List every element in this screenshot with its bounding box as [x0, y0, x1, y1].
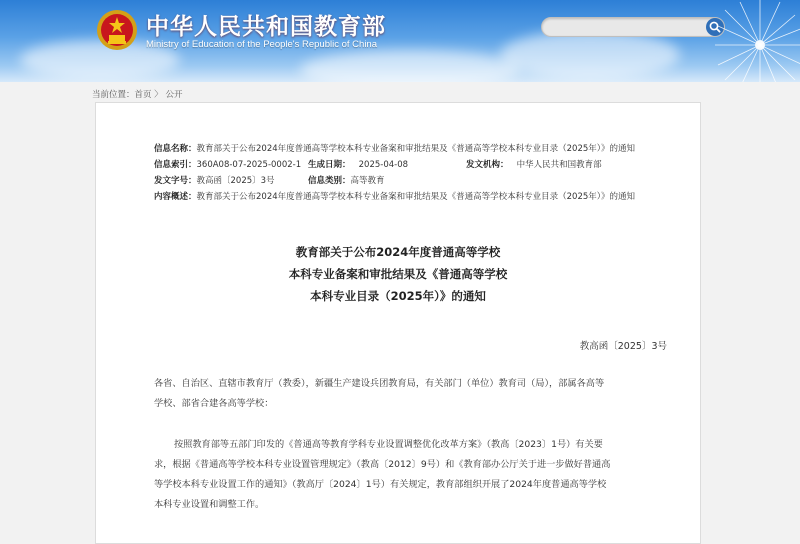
meta-date-value: 2025-04-08	[358, 160, 409, 170]
breadcrumb-current[interactable]: 公开	[165, 90, 183, 100]
document-number: 教高函〔2025〕3号	[579, 341, 667, 352]
addressee-line-1: 各省、自治区、直辖市教育厅（教委），新疆生产建设兵团教育局，有关部门（单位）教育司（局），部属各高等	[154, 378, 605, 389]
body-line-2: 求，根据《普通高等学校本科专业设置管理规定》（教高〔2012〕9号）和《教育部办公厅关于进一步做好普通高	[154, 459, 611, 470]
meta-issuer-label: 发文机构：	[466, 160, 509, 170]
meta-date-label: 生成日期：	[308, 160, 351, 170]
meta-summary-label: 内容概述：	[154, 192, 197, 202]
site-subtitle: Ministry of Education of the People's Republic of China	[146, 39, 377, 50]
site-title[interactable]: 中华人民共和国教育部	[146, 14, 386, 40]
meta-docno-value: 教高函〔2025〕3号	[196, 176, 275, 186]
breadcrumb-separator: 〉	[154, 90, 163, 100]
meta-index-value: 360A08-07-2025-0002-1	[196, 160, 302, 170]
search-box	[541, 17, 725, 37]
meta-docno	[154, 174, 275, 186]
meta-info-name	[154, 142, 635, 154]
national-emblem-icon[interactable]	[96, 9, 138, 51]
document-title-line-2: 本科专业备案和审批结果及《普通高等学校	[288, 267, 508, 281]
site-header	[0, 0, 800, 82]
breadcrumb-prefix: 当前位置：	[92, 90, 135, 100]
meta-index	[154, 158, 301, 170]
addressee-line-2: 学校、部省合建各高等学校：	[154, 398, 274, 409]
meta-category-label: 信息类别：	[308, 176, 351, 186]
meta-summary-value: 教育部关于公布2024年度普通高等学校本科专业备案和审批结果及《普通高等学校本科专业目录（2025年）》的通知	[196, 192, 636, 202]
meta-info-name-label: 信息名称：	[154, 144, 197, 154]
meta-category	[308, 174, 385, 186]
search-input[interactable]	[550, 19, 714, 37]
document-title-line-1: 教育部关于公布2024年度普通高等学校	[295, 245, 501, 259]
body-line-4: 本科专业设置和调整工作。	[154, 499, 265, 510]
meta-issuer-value: 中华人民共和国教育部	[516, 160, 602, 170]
breadcrumb	[92, 88, 182, 100]
meta-date	[308, 158, 408, 170]
body-line-1: 按照教育部等五部门印发的《普通高等教育学科专业设置调整优化改革方案》（教高〔2023〕1号）有关要	[174, 439, 603, 450]
dandelion-icon	[700, 0, 800, 82]
meta-issuer	[466, 158, 602, 170]
meta-docno-label: 发文字号：	[154, 176, 197, 186]
breadcrumb-home[interactable]: 首页	[134, 90, 152, 100]
meta-index-label: 信息索引：	[154, 160, 197, 170]
meta-info-name-value: 教育部关于公布2024年度普通高等学校本科专业备案和审批结果及《普通高等学校本科专业目录（2025年）》的通知	[196, 144, 636, 154]
document-card	[95, 102, 701, 544]
document-title-line-3: 本科专业目录（2025年）》的通知	[310, 289, 486, 303]
meta-summary	[154, 190, 635, 202]
body-line-3: 等学校本科专业设置工作的通知》（教高厅〔2024〕1号）有关规定，教育部组织开展了2024年度普通高等学校	[154, 479, 607, 490]
meta-category-value: 高等教育	[350, 176, 385, 186]
